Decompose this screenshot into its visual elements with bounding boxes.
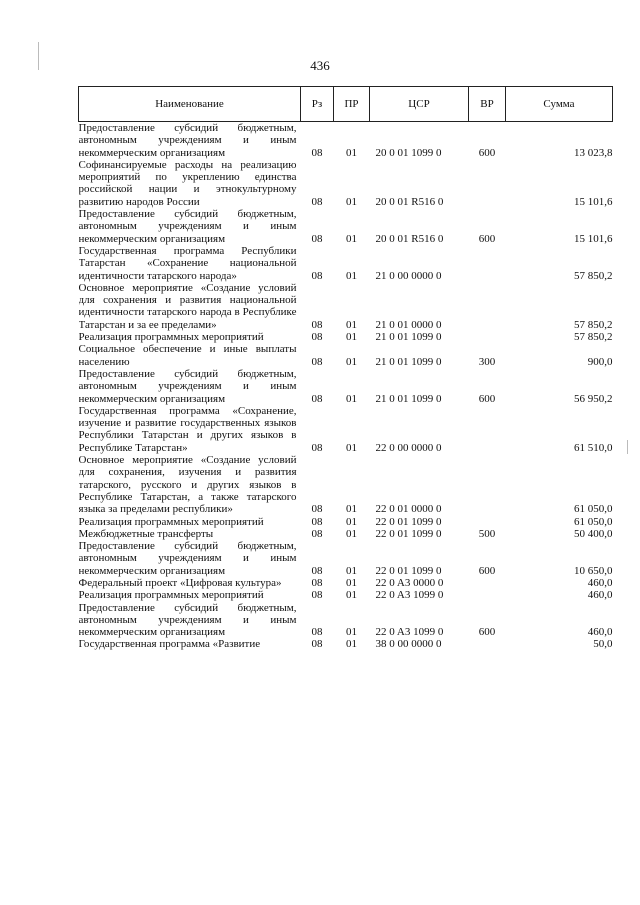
cell-pr: 01 [346,331,357,344]
cell-name: Предоставление субсидий бюджетным, автономным учреждениям и иным некоммерческим организациям [78,208,297,245]
cell-rz: 08 [311,146,323,159]
cell-rz: 08 [311,355,323,368]
table-row [79,331,613,343]
table-row [79,454,613,515]
cell-name: Федеральный проект «Цифровая культура» [78,576,282,589]
cell-pr: 01 [346,355,357,368]
table-row [79,516,613,528]
cell-pr: 01 [346,564,357,577]
cell-rz: 08 [311,232,323,245]
cell-rz: 08 [311,269,323,282]
cell-sum: 61 050,0 [574,503,613,516]
cell-rz: 08 [311,638,323,651]
cell-vr [469,331,506,343]
cell-vr [469,454,506,515]
cell-sum: 10 650,0 [574,564,613,577]
budget-table [78,86,613,651]
table-row [79,368,613,405]
cell-rz: 08 [311,626,323,639]
cell-rz: 08 [311,318,323,331]
table-row [79,343,613,368]
cell-name: Основное мероприятие «Создание условий для сохранения и развития национальной идентичности татарского народа в Республике Татарстан и за ее пределами» [78,281,297,331]
cell-sum: 15 101,6 [574,195,613,208]
cell-sum: 57 850,2 [574,318,613,331]
table-row [79,540,613,577]
cell-name: Предоставление субсидий бюджетным, автономным учреждениям и иным некоммерческим организациям [78,601,297,639]
cell-name: Реализация программных мероприятий [78,331,264,344]
cell-name: Государственная программа «Сохранение, изучение и развитие государственных языков Республики Татарстан и других языков в Республике Татарстан» [78,404,297,454]
cell-sum: 460,0 [587,626,613,639]
cell-name: Реализация программных мероприятий [78,515,264,528]
cell-csr: 21 0 01 0000 0 [375,318,442,331]
cell-vr: 600 [478,564,496,577]
cell-name: Реализация программных мероприятий [78,589,264,602]
cell-rz: 08 [311,195,323,208]
page-number: 436 [310,58,330,73]
scan-mark-left [38,42,39,70]
cell-pr: 01 [346,146,357,159]
header-pr: ПР [334,87,370,122]
cell-name: Государственная программа Республики Татарстан «Сохранение национальной идентичности татарского народа» [78,244,297,282]
table-row [79,589,613,601]
cell-sum: 57 850,2 [574,331,613,344]
cell-csr: 20 0 01 R516 0 [375,232,444,245]
cell-csr: 22 0 01 1099 0 [375,564,442,577]
cell-rz: 08 [311,331,323,344]
cell-name: Межбюджетные трансферты [78,527,214,540]
cell-vr [469,516,506,528]
cell-csr: 21 0 01 1099 0 [375,331,442,344]
cell-vr: 300 [478,355,496,368]
cell-rz: 08 [311,503,323,516]
cell-vr [469,159,506,208]
cell-sum: 50,0 [593,638,613,651]
cell-sum: 56 950,2 [574,392,613,405]
cell-rz: 08 [311,392,323,405]
cell-pr: 01 [346,392,357,405]
cell-sum: 57 850,2 [574,269,613,282]
cell-vr: 500 [478,527,496,540]
cell-rz: 08 [311,589,323,602]
table-row [79,122,613,159]
cell-pr: 01 [346,515,357,528]
header-csr: ЦСР [370,87,469,122]
cell-csr: 22 0 A3 1099 0 [375,589,444,602]
table-header-row [79,87,613,122]
scan-mark-right [627,440,628,454]
cell-csr: 22 0 A3 0000 0 [375,576,444,589]
cell-name: Основное мероприятие «Создание условий для сохранения, изучения и развития татарского, русского и других языков в Республике Татарстан, а также татарского языка за пределами республики» [78,454,297,516]
cell-rz: 08 [311,576,323,589]
cell-vr [469,405,506,454]
cell-name: Предоставление субсидий бюджетным, автономным учреждениям и иным некоммерческим организациям [78,540,297,577]
cell-csr: 22 0 01 1099 0 [375,527,442,540]
table-row [79,159,613,208]
cell-csr: 22 0 01 0000 0 [375,503,442,516]
cell-sum: 61 050,0 [574,515,613,528]
table-row [79,528,613,540]
cell-rz: 08 [311,515,323,528]
cell-csr: 20 0 01 1099 0 [375,146,442,159]
cell-vr: 600 [478,146,496,159]
cell-sum: 460,0 [587,589,613,602]
cell-pr: 01 [346,589,357,602]
cell-pr: 01 [346,269,357,282]
cell-rz: 08 [311,441,323,454]
cell-vr: 600 [478,392,496,405]
table-row [79,245,613,282]
cell-csr: 22 0 00 0000 0 [375,441,442,454]
cell-pr: 01 [346,638,357,651]
cell-pr: 01 [346,576,357,589]
cell-vr [469,282,506,331]
cell-name: Предоставление субсидий бюджетным, автономным учреждениям и иным некоммерческим организациям [78,122,297,159]
cell-pr: 01 [346,626,357,639]
header-vr: ВР [469,87,506,122]
table-row [79,602,613,639]
cell-csr: 22 0 01 1099 0 [375,515,442,528]
cell-name: Социальное обеспечение и иные выплаты населению [78,343,297,368]
cell-vr [469,589,506,601]
cell-csr: 21 0 01 1099 0 [375,355,442,368]
cell-vr [469,577,506,589]
cell-sum: 900,0 [587,355,613,368]
table-row [79,282,613,331]
cell-sum: 61 510,0 [574,441,613,454]
cell-csr: 20 0 01 R516 0 [375,195,444,208]
header-sum: Сумма [506,87,613,122]
cell-csr: 21 0 01 1099 0 [375,392,442,405]
cell-pr: 01 [346,527,357,540]
cell-name: Предоставление субсидий бюджетным, автономным учреждениям и иным некоммерческим организациям [78,367,297,405]
table-row [79,208,613,245]
header-rz: Рз [301,87,334,122]
cell-name: Государственная программа «Развитие [78,638,261,651]
cell-sum: 50 400,0 [574,527,613,540]
cell-pr: 01 [346,318,357,331]
table-body [79,122,613,651]
cell-rz: 08 [311,527,323,540]
cell-rz: 08 [311,564,323,577]
table-row [79,638,613,650]
cell-pr: 01 [346,503,357,516]
table-row [79,405,613,454]
cell-sum: 15 101,6 [574,232,613,245]
cell-csr: 22 0 A3 1099 0 [375,626,444,639]
cell-name: Софинансируемые расходы на реализацию мероприятий по укреплению единства российской нации и этнокультурному развитию народов России [78,158,297,208]
cell-vr: 600 [478,626,496,639]
cell-vr [469,638,506,650]
cell-csr: 38 0 00 0000 0 [375,638,442,651]
cell-pr: 01 [346,195,357,208]
table-row [79,577,613,589]
cell-sum: 460,0 [587,576,613,589]
cell-sum: 13 023,8 [574,146,613,159]
cell-vr [469,245,506,282]
cell-csr: 21 0 00 0000 0 [375,269,442,282]
cell-pr: 01 [346,232,357,245]
header-name: Наименование [79,87,301,122]
cell-vr: 600 [478,232,496,245]
cell-pr: 01 [346,441,357,454]
